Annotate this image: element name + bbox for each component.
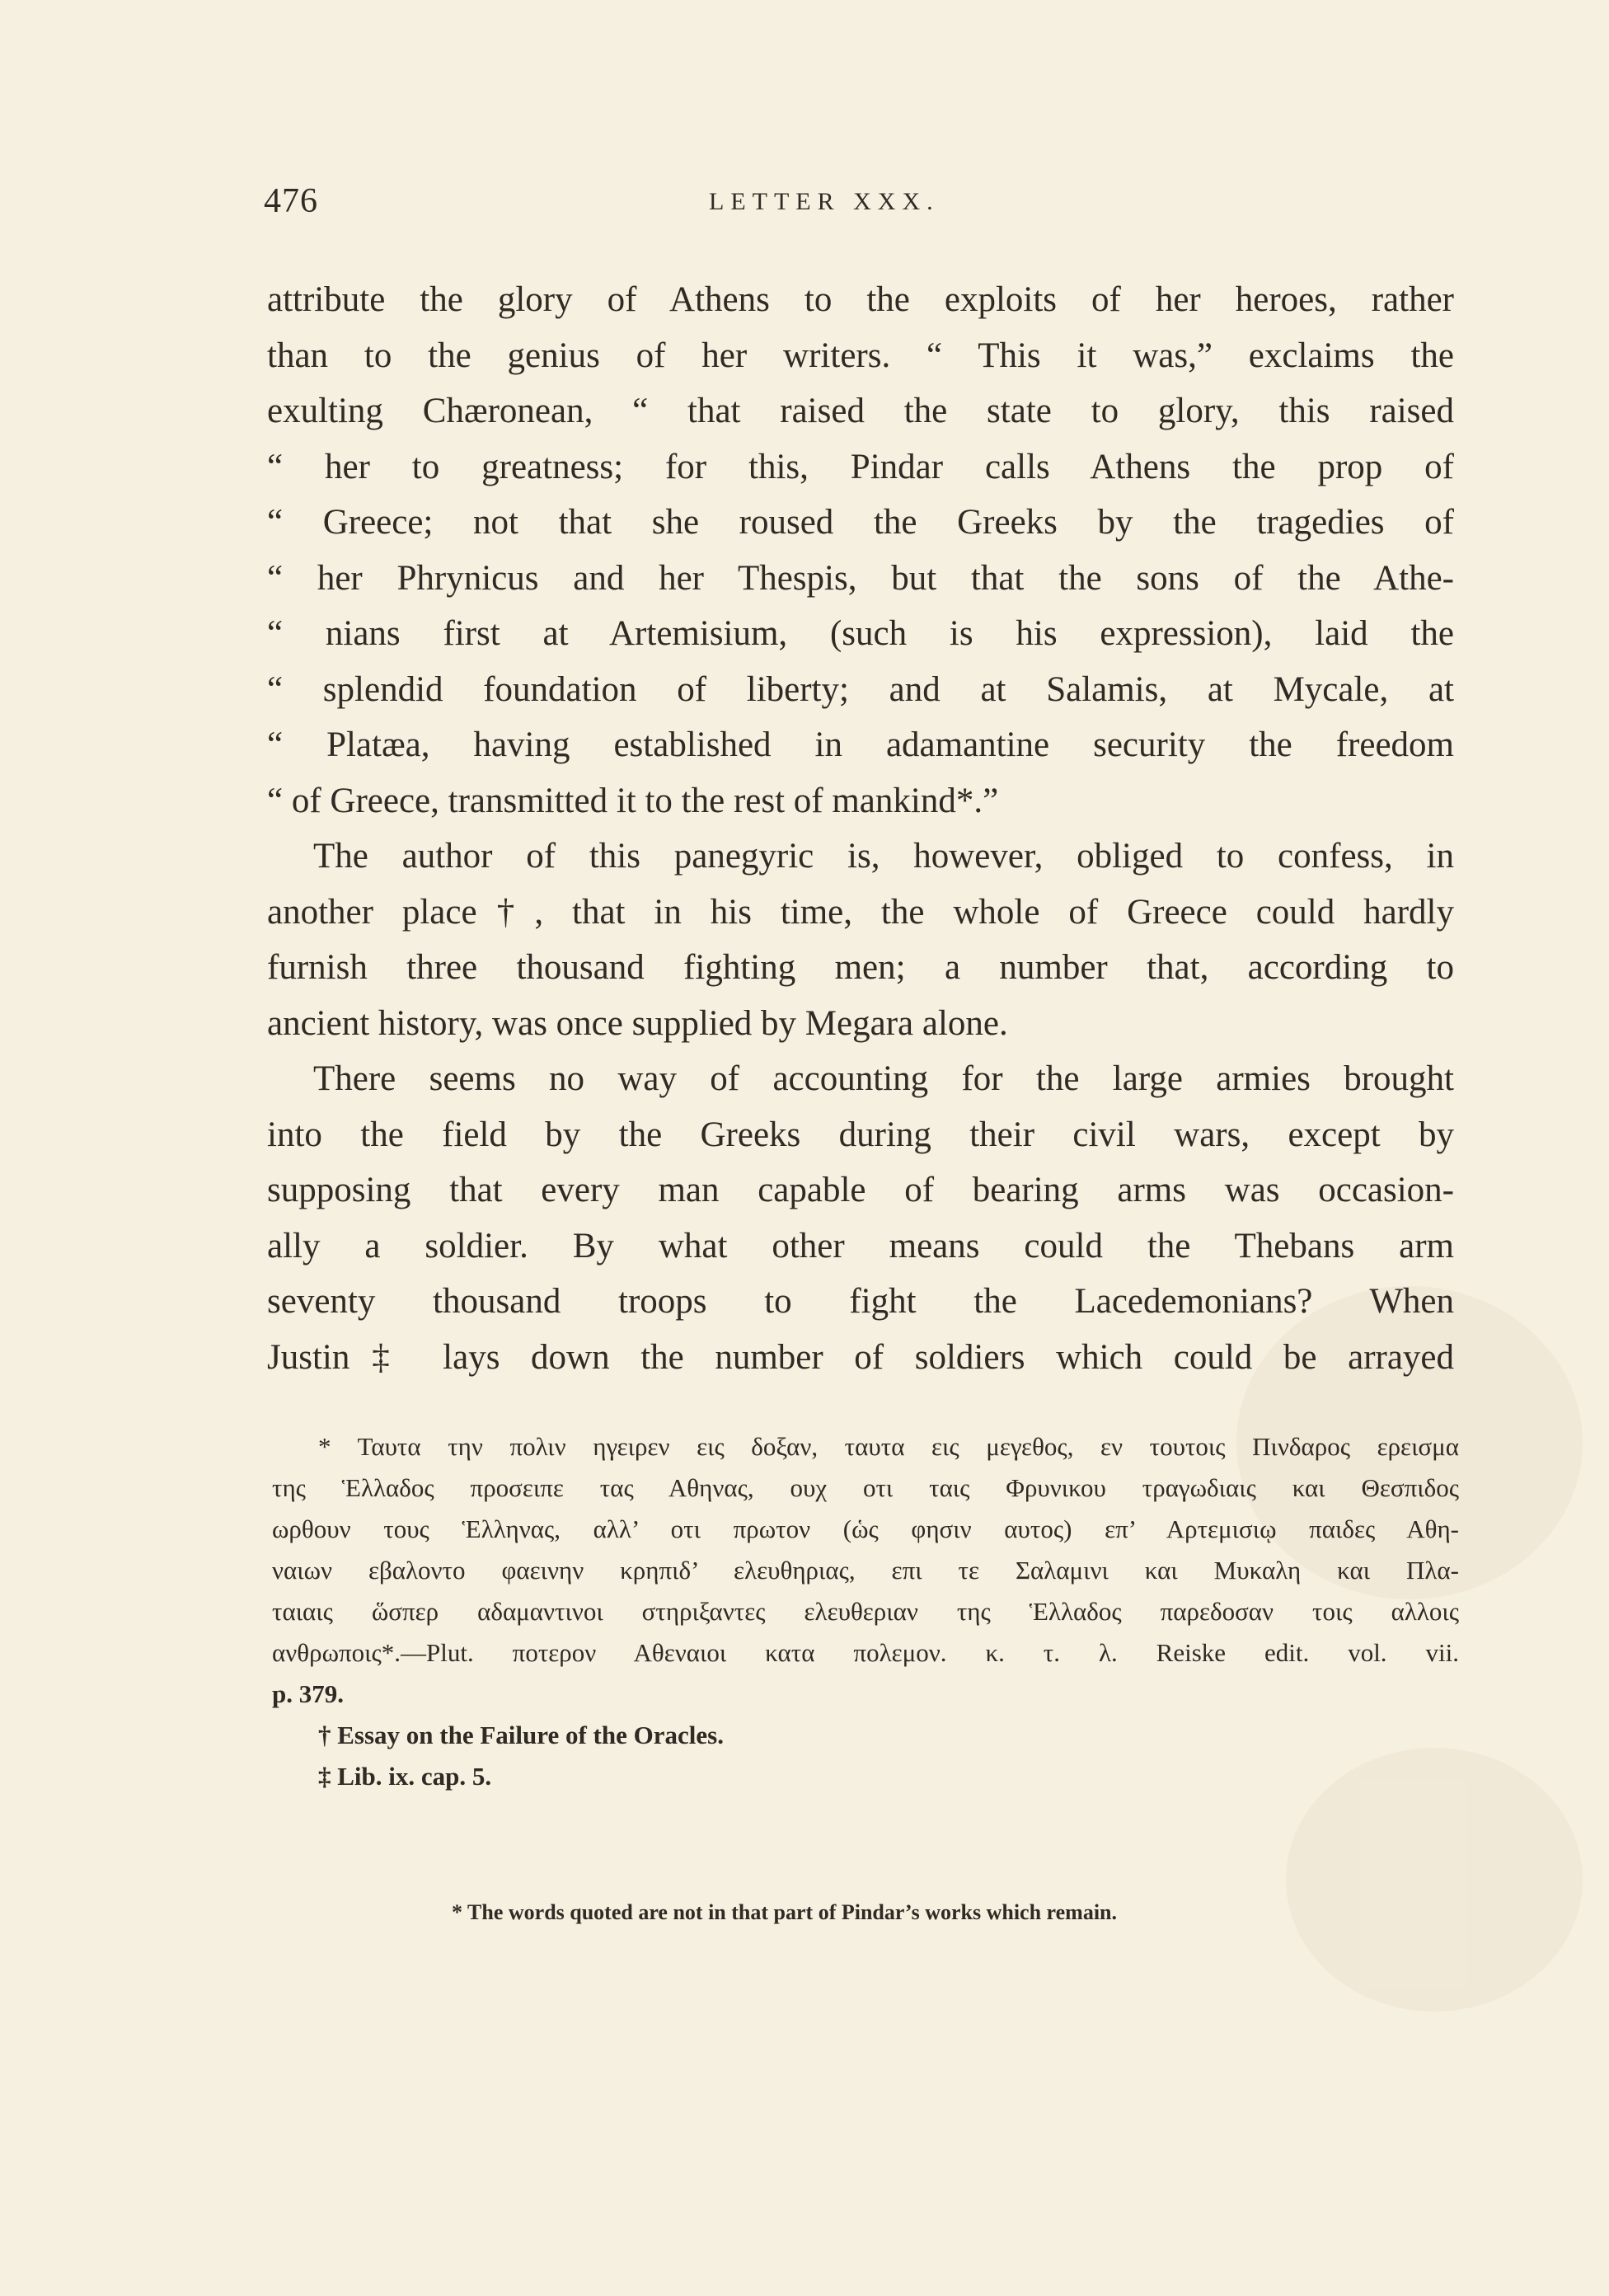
body-line: supposing that every man capable of bearing arms was occasion- — [267, 1171, 1454, 1209]
body-line: The author of this panegyric is, however, obliged to confess, in — [313, 837, 1454, 876]
body-line: furnish three thousand fighting men; a number that, according to — [267, 948, 1454, 987]
footnote-greek-line: της Ἑλλαδος προσειπε τας Αθηνας, ουχ οτι ταις Φρυνικου τραγωδιαις και Θεσπιδος — [272, 1473, 1459, 1502]
body-line: seventy thousand troops to fight the Lacedemonians? When — [267, 1282, 1454, 1321]
body-line: “ splendid foundation of liberty; and at Salamis, at Mycale, at — [267, 669, 1454, 709]
running-title: LETTER XXX. — [709, 188, 940, 215]
footnote-greek-line: ταιαις ὥσπερ αδαμαντινοι στηριξαντες ελευθεριαν της Ἑλλαδος παρεδοσαν τοις αλλοις — [272, 1597, 1459, 1626]
footnote-greek-line: p. 379. — [272, 1679, 344, 1708]
body-line: There seems no way of accounting for the large armies brought — [313, 1059, 1454, 1098]
body-line: exulting Chæronean, “ that raised the state to glory, this raised — [267, 392, 1454, 430]
footnote-dagger: † Essay on the Failure of the Oracles. — [318, 1721, 724, 1749]
footnotes — [272, 1426, 1459, 1797]
running-head — [264, 181, 1451, 231]
body-line: “ nians first at Artemisium, (such is his expression), laid the — [267, 614, 1454, 653]
footnote-greek-line: ναιων εβαλοντο φαεινην κρηπιδ’ ελευθηριας, επι τε Σαλαμινι και Μυκαλη και Πλα- — [272, 1556, 1459, 1585]
editor-note: * The words quoted are not in that part of Pindar’s works which remain. — [452, 1900, 1118, 1924]
page-number: 476 — [264, 182, 318, 220]
footnote-greek-line: ωρθουν τους Ἑλληνας, αλλ’ οτι πρωτον (ὡς φησιν αυτος) επ’ Αρτεμισιῳ παιδες Αθη- — [272, 1514, 1459, 1543]
body-line: ancient history, was once supplied by Megara alone. — [267, 1003, 1008, 1043]
body-line: “ her to greatness; for this, Pindar calls Athens the prop of — [267, 447, 1454, 486]
body-line: than to the genius of her writers. “ This it was,” exclaims the — [267, 336, 1454, 375]
body-line: Justin‡ lays down the number of soldiers which could be arrayed — [267, 1337, 1454, 1377]
body-line: ally a soldier. By what other means could the Thebans arm — [267, 1226, 1454, 1265]
body-line: “ Platæa, having established in adamantine security the freedom — [267, 725, 1454, 764]
body-line: another place†, that in his time, the whole of Greece could hardly — [267, 892, 1454, 932]
body-text — [267, 272, 1454, 1385]
body-line: attribute the glory of Athens to the exploits of her heroes, rather — [267, 280, 1454, 319]
body-line: “ Greece; not that she roused the Greeks by the tragedies of — [267, 503, 1454, 542]
footnote-greek-line: * Ταυτα την πολιν ηγειρεν εις δοξαν, ταυτα εις μεγεθος, εν τουτοις Πινδαρος ερεισμα — [318, 1432, 1459, 1461]
body-line: “ of Greece, transmitted it to the rest of mankind*.” — [267, 781, 999, 820]
body-line: “ her Phrynicus and her Thespis, but that the sons of the Athe- — [267, 558, 1454, 598]
footnote-greek-line: ανθρωποις*.—Plut. ποτερον Αθεναιοι κατα πολεμον. κ. τ. λ. Reiske edit. vol. vii. — [272, 1638, 1459, 1667]
body-line: into the field by the Greeks during their civil wars, except by — [267, 1115, 1454, 1154]
footnote-double-dagger: ‡ Lib. ix. cap. 5. — [318, 1762, 492, 1791]
